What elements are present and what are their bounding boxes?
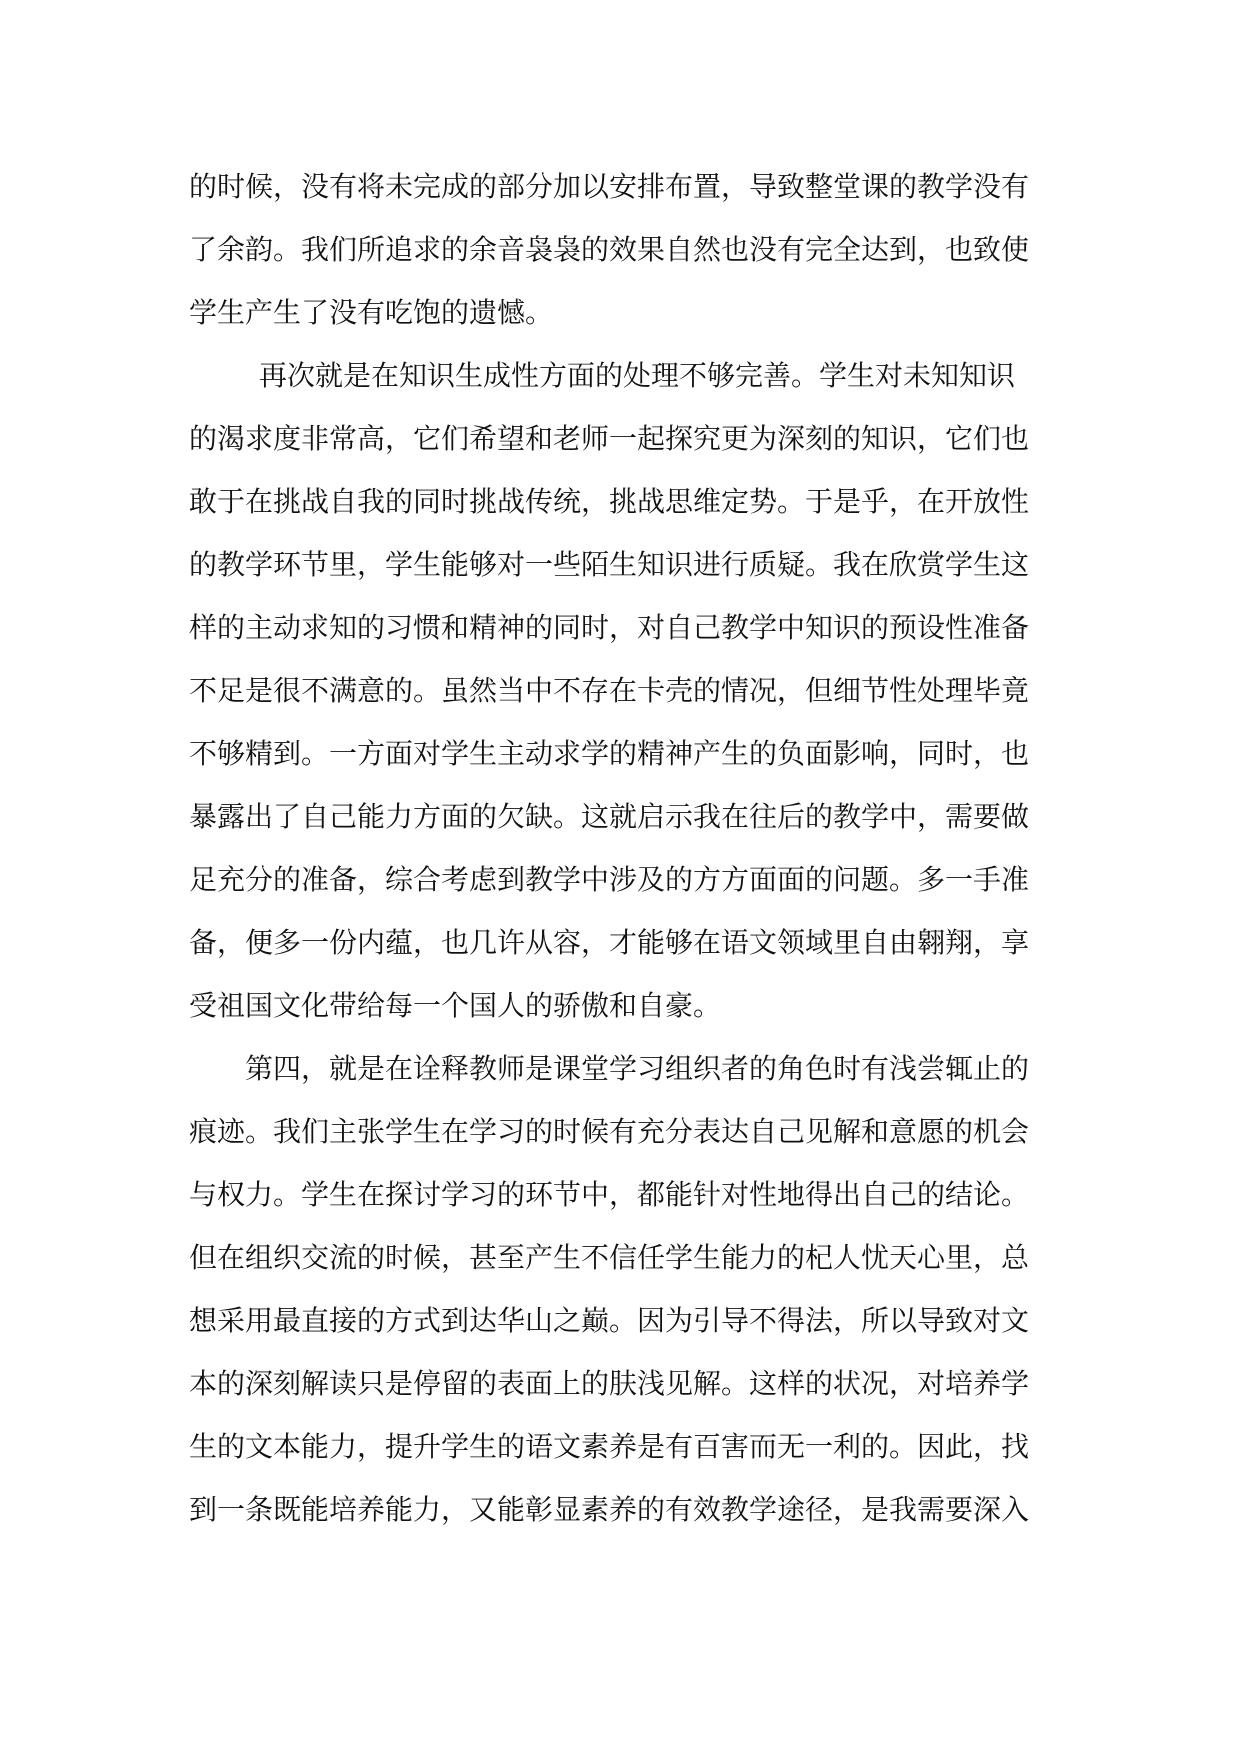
text-line: 痕迹。我们主张学生在学习的时候有充分表达自己见解和意愿的机会 xyxy=(189,1115,1030,1148)
body-text xyxy=(189,155,1069,1541)
text-line: 不足是很不满意的。虽然当中不存在卡壳的情况，但细节性处理毕竟 xyxy=(189,674,1030,707)
text-line: 了余韵。我们所追求的余音袅袅的效果自然也没有完全达到，也致使 xyxy=(189,233,1030,266)
text-line: 备，便多一份内蕴，也几许从容，才能够在语文领域里自由翱翔，享 xyxy=(189,926,1030,959)
text-line: 暴露出了自己能力方面的欠缺。这就启示我在往后的教学中，需要做 xyxy=(189,800,1030,833)
text-line: 的教学环节里，学生能够对一些陌生知识进行质疑。我在欣赏学生这 xyxy=(189,548,1030,581)
text-line: 受祖国文化带给每一个国人的骄傲和自豪。 xyxy=(189,989,722,1022)
text-line: 的渴求度非常高，它们希望和老师一起探究更为深刻的知识，它们也 xyxy=(189,422,1030,455)
text-line: 样的主动求知的习惯和精神的同时，对自己教学中知识的预设性准备 xyxy=(189,611,1030,644)
text-line: 与权力。学生在探讨学习的环节中，都能针对性地得出自己的结论。 xyxy=(189,1178,1030,1211)
text-line: 生的文本能力，提升学生的语文素养是有百害而无一利的。因此，找 xyxy=(189,1430,1030,1463)
text-line: 敢于在挑战自我的同时挑战传统，挑战思维定势。于是乎，在开放性 xyxy=(189,485,1030,518)
text-line: 的时候，没有将未完成的部分加以安排布置，导致整堂课的教学没有 xyxy=(189,170,1030,203)
text-line: 但在组织交流的时候，甚至产生不信任学生能力的杞人忧天心里，总 xyxy=(189,1241,1030,1274)
paragraph-first-line: 再次就是在知识生成性方面的处理不够完善。学生对未知知识 xyxy=(259,359,1016,392)
text-line: 想采用最直接的方式到达华山之巅。因为引导不得法，所以导致对文 xyxy=(189,1304,1030,1337)
text-line: 足充分的准备，综合考虑到教学中涉及的方方面面的问题。多一手准 xyxy=(189,863,1030,896)
text-line: 学生产生了没有吃饱的遗憾。 xyxy=(189,296,554,329)
paragraph-first-line: 第四，就是在诠释教师是课堂学习组织者的角色时有浅尝辄止的 xyxy=(245,1052,1030,1085)
text-line: 到一条既能培养能力，又能彰显素养的有效教学途径，是我需要深入 xyxy=(189,1493,1030,1526)
text-line: 不够精到。一方面对学生主动求学的精神产生的负面影响，同时，也 xyxy=(189,737,1030,770)
text-line: 本的深刻解读只是停留的表面上的肤浅见解。这样的状况，对培养学 xyxy=(189,1367,1030,1400)
